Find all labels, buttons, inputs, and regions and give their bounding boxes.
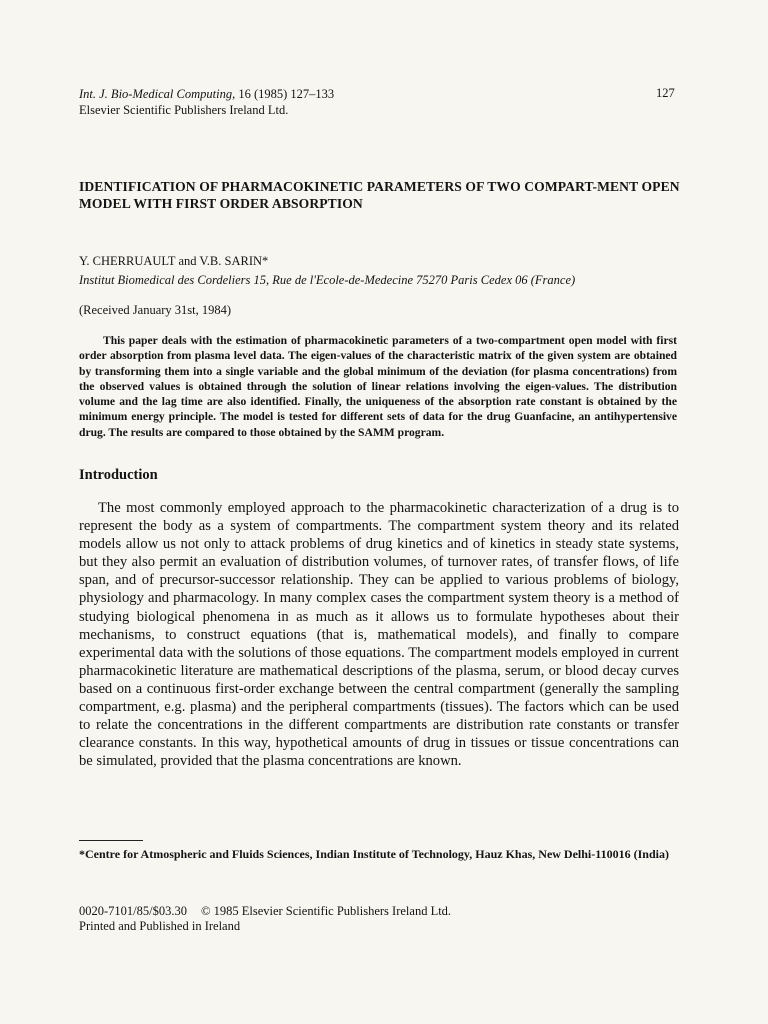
- journal-citation: [79, 86, 334, 118]
- author-footnote: *Centre for Atmospheric and Fluids Sciences, Indian Institute of Technology, Hauz Khas, New Delhi-110016 (India): [79, 847, 669, 861]
- author-list: Y. CHERRUAULT and V.B. SARIN*: [79, 254, 269, 268]
- footnote-rule: [79, 840, 143, 841]
- introduction-paragraph: The most commonly employed approach to the pharmacokinetic characterization of a drug is to represent the body as a system of compartments. The compartment system theory and its related models allow us not only to attack problems of drug kinetics and of kinetics in steady state systems, but they also permit an evaluation of distribution volumes, of turnover rates, of transfer flows, of life span, and of precursor-successor relationship. They can be applied to various problems of biology, physiology and pharmacology. In many complex cases the compartment system theory is a method of studying biological phenomena in as much as it allows us to formulate hypotheses about their mechanisms, to construct equations (that is, mathematical models), and finally to compare experimental data with the solutions of those equations. The compartment models employed in current pharmacokinetic literature are mathematical descriptions of the plasma, serum, or blood decay curves based on a continuous first-order exchange between the central compartment (generally the sampling compartment, e.g. plasma) and the peripheral compartments (tissues). The factors which can be used to relate the concentrations in the different compartments are distribution rate constants or transfer clearance constants. In this way, hypothetical amounts of drug in tissues or tissue concentrations can be simulated, provided that the plasma concentrations are known.: [79, 500, 679, 770]
- copyright-notice: © 1985 Elsevier Scientific Publishers Ireland Ltd.: [200, 904, 452, 918]
- author-affiliation: Institut Biomedical des Cordeliers 15, Rue de l'Ecole-de-Medecine 75270 Paris Cedex 06 (France): [79, 273, 576, 287]
- publisher-line: Elsevier Scientific Publishers Ireland Ltd.: [79, 103, 289, 117]
- received-date: (Received January 31st, 1984): [79, 303, 232, 317]
- section-heading-introduction: Introduction: [79, 467, 158, 483]
- issn-copyright-line: [79, 903, 451, 919]
- printed-notice: Printed and Published in Ireland: [79, 919, 241, 933]
- journal-reference: 16 (1985) 127–133: [238, 87, 335, 101]
- journal-name: Int. J. Bio-Medical Computing,: [79, 87, 236, 101]
- article-title: IDENTIFICATION OF PHARMACOKINETIC PARAMETERS OF TWO COMPART-MENT OPEN MODEL WITH FIRST ORDER ABSORPTION: [79, 179, 680, 211]
- issn-code: 0020-7101/85/$03.30: [79, 904, 187, 918]
- page-number: 127: [656, 86, 675, 100]
- abstract: This paper deals with the estimation of pharmacokinetic parameters of a two-compartment open model with first order absorption from plasma level data. The eigen-values of the characteristic matrix of the given system are obtained by transforming them into a single variable and the global minimum of the deviation (for plasma concentrations) from the observed values is obtained through the solution of linear relations involving the eigen-values. The distribution volume and the lag time are also identified. Finally, the uniqueness of the absorption rate constant is obtained by the minimum energy principle. The model is tested for different sets of data for the drug Guanfacine, an antihypertensive drug. The results are compared to those obtained by the SAMM program.: [79, 334, 677, 439]
